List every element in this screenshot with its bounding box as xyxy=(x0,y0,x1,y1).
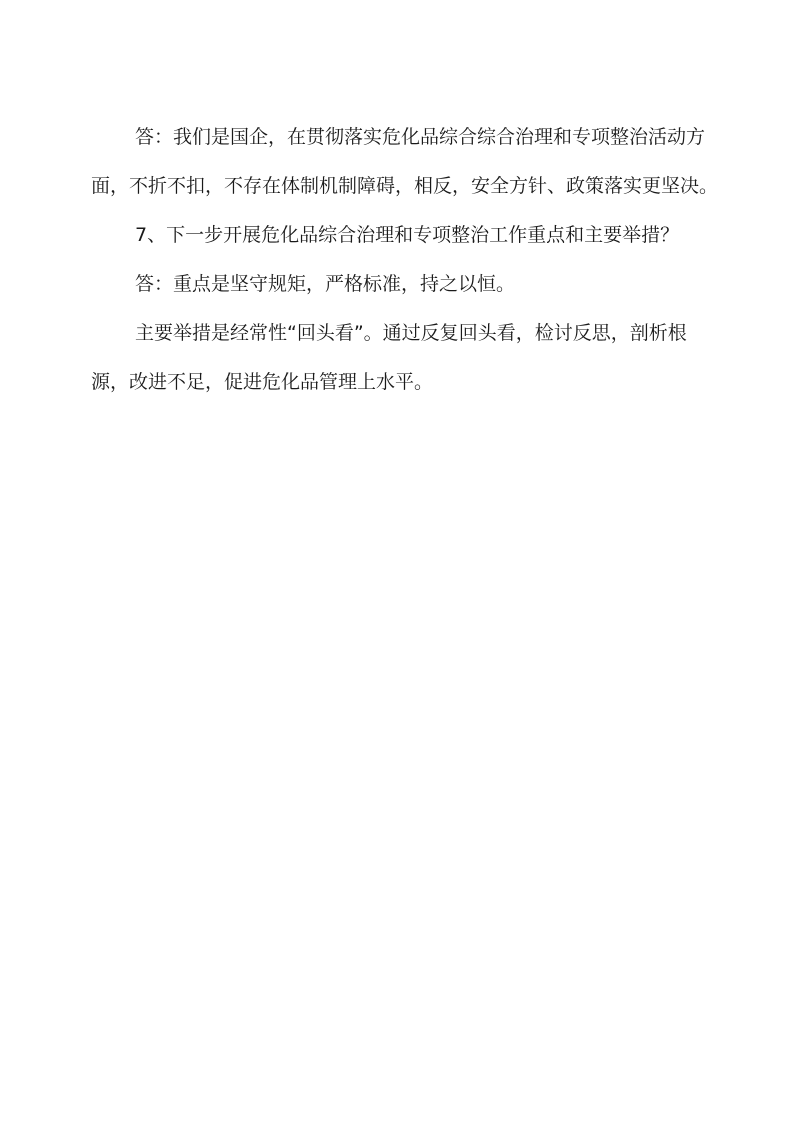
text-line: 7、下一步开展危化品综合治理和专项整治工作重点和主要举措？ xyxy=(135,224,680,246)
text-line: 主要举措是经常性“回头看”。通过反复回头看，检讨反思，剖析根 xyxy=(135,322,687,344)
text-line: 答：我们是国企，在贯彻落实危化品综合综合治理和专项整治活动方 xyxy=(135,126,706,148)
text-line: 源，改进不足，促进危化品管理上水平。 xyxy=(91,371,434,393)
document-body-text xyxy=(91,113,741,407)
text-line: 面，不折不扣，不存在体制机制障碍，相反，安全方针、政策落实更坚决。 xyxy=(91,175,719,197)
text-line: 答：重点是坚守规矩，严格标准，持之以恒。 xyxy=(135,273,516,295)
